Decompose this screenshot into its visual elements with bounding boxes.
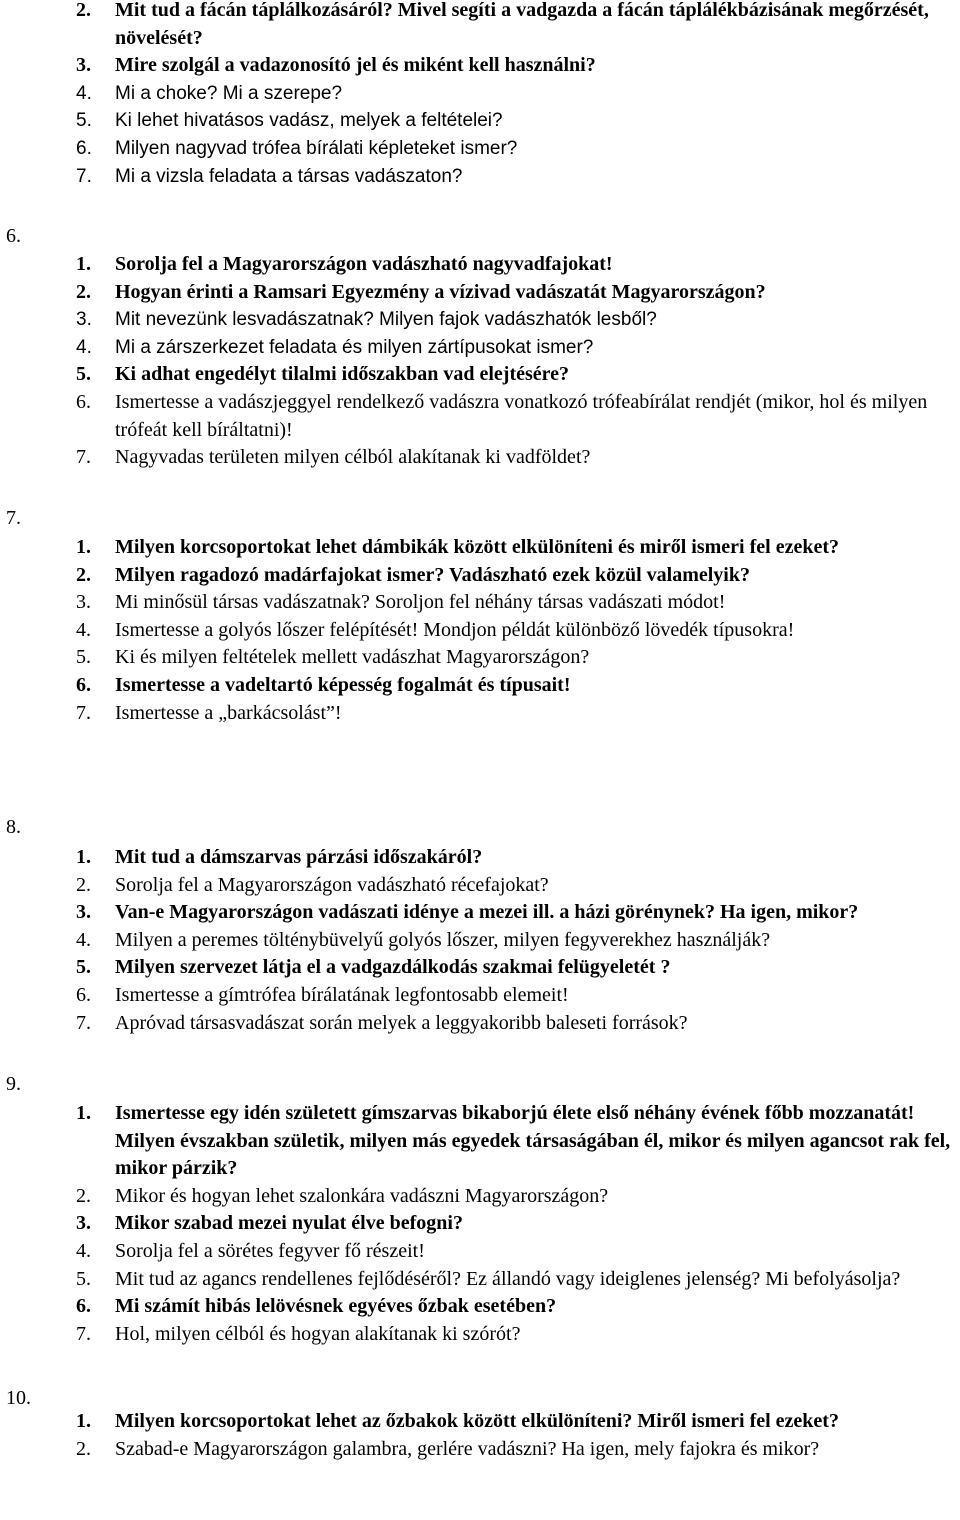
question-text: Apróvad társasvadászat során melyek a leggyakoribb baleseti források? <box>115 1011 688 1034</box>
question-text: Ismertesse egy idén született gímszarvas bikaborjú élete első néhány évének főbb mozzanatát! Milyen évszakban születik, milyen más egyedek társaságában él, mikor és milyen agancsot rak fel, mikor párzik? <box>115 1102 951 1180</box>
question-number: 6. <box>76 390 91 413</box>
question-number: 1. <box>76 1102 91 1124</box>
question-number: 3. <box>76 54 91 77</box>
question-number: 4. <box>76 336 92 358</box>
question-text: Hol, milyen célból és hogyan alakítanak ki szórót? <box>115 1322 521 1345</box>
question-number: 6. <box>76 983 91 1006</box>
section-number-7: 7. <box>6 507 21 529</box>
question-list-section-7 <box>0 534 960 727</box>
question-number: 2. <box>76 0 91 21</box>
question-text: Szabad-e Magyarországon galambra, gerlére vadászni? Ha igen, mely fajokra és mikor? <box>115 1437 820 1460</box>
question-text: Mi a choke? Mi a szerepe? <box>115 82 343 104</box>
question-item <box>0 1210 960 1238</box>
question-number: 6. <box>76 673 91 696</box>
question-list-section-5 <box>0 0 960 190</box>
question-text: Mikor és hogyan lehet szalonkára vadászni Magyarországon? <box>115 1184 609 1207</box>
question-item <box>0 872 960 900</box>
question-number: 2. <box>76 873 91 896</box>
question-number: 2. <box>76 1184 91 1207</box>
question-text: Milyen a peremes tölténybüvelyű golyós lőszer, milyen fegyverekhez használják? <box>115 928 771 951</box>
question-number: 4. <box>76 928 91 951</box>
question-item <box>0 844 960 872</box>
question-list-section-6 <box>0 251 960 472</box>
question-item <box>0 1408 960 1436</box>
question-number: 7. <box>76 446 91 469</box>
question-number: 2. <box>76 563 91 586</box>
question-text: Mi a zárszerkezet feladata és milyen zártípusokat ismer? <box>115 336 594 358</box>
question-text: Milyen korcsoportokat lehet az őzbakok között elkülöníteni? Miről ismeri fel ezeket? <box>115 1410 839 1432</box>
question-item <box>0 163 960 191</box>
question-item <box>0 700 960 728</box>
question-text: Mit tud a fácán táplálkozásáról? Mivel segíti a vadgazda a fácán táplálékbázisának megőrzését, növelését? <box>115 0 929 49</box>
question-item <box>0 1010 960 1038</box>
question-text: Mit tud a dámszarvas párzási időszakáról? <box>115 846 483 868</box>
question-item <box>0 927 960 955</box>
question-item <box>0 899 960 927</box>
question-number: 3. <box>76 901 91 924</box>
question-number: 5. <box>76 110 92 132</box>
question-text: Ismertesse a gímtrófea bírálatának legfontosabb elemeit! <box>115 983 569 1006</box>
question-number: 3. <box>76 309 92 331</box>
question-item <box>0 80 960 108</box>
question-text: Mit tud az agancs rendellenes fejlődéséről? Ez állandó vagy ideiglenes jelenség? Mi befolyásolja? <box>115 1267 901 1290</box>
section-number-10: 10. <box>6 1387 31 1409</box>
question-item <box>0 672 960 700</box>
question-number: 5. <box>76 646 91 669</box>
question-item <box>0 1238 960 1266</box>
question-number: 1. <box>76 253 91 275</box>
question-number: 4. <box>76 82 92 104</box>
question-item <box>0 1436 960 1464</box>
question-number: 5. <box>76 956 91 979</box>
question-text: Sorolja fel a Magyarországon vadászható nagyvadfajokat! <box>115 253 613 275</box>
question-text: Mit nevezünk lesvadászatnak? Milyen fajok vadászhatók lesből? <box>115 309 657 331</box>
question-item <box>0 617 960 645</box>
question-text: Milyen ragadozó madárfajokat ismer? Vadászható ezek közül valamelyik? <box>115 563 750 586</box>
question-number: 7. <box>76 701 91 724</box>
question-item <box>0 135 960 163</box>
question-item <box>0 1183 960 1211</box>
question-text: Ismertesse a „barkácsolást”! <box>115 701 342 724</box>
question-text: Hogyan érinti a Ramsari Egyezmény a vízivad vadászatát Magyarországon? <box>115 280 766 303</box>
question-text: Mire szolgál a vadazonosító jel és miként kell használni? <box>115 54 596 77</box>
question-item <box>0 361 960 389</box>
question-item <box>0 306 960 334</box>
question-text: Mi a vizsla feladata a társas vadászaton? <box>115 165 463 187</box>
question-item <box>0 0 960 52</box>
question-item <box>0 389 960 444</box>
question-list-section-9 <box>0 1100 960 1348</box>
question-text: Ismertesse a vadászjeggyel rendelkező vadászra vonatkozó trófeabírálat rendjét (mikor, hol és milyen trófeát kell bíráltatni)! <box>115 390 928 441</box>
question-text: Milyen szervezet látja el a vadgazdálkodás szakmai felügyeletét ? <box>115 956 671 979</box>
question-number: 5. <box>76 1267 91 1290</box>
question-text: Ismertesse a golyós lőszer felépítését! Mondjon példát különböző lövedék típusokra! <box>115 618 795 641</box>
question-item <box>0 52 960 80</box>
question-item <box>0 251 960 279</box>
section-number-8: 8. <box>6 816 21 838</box>
question-number: 7. <box>76 1011 91 1034</box>
question-number: 3. <box>76 1212 91 1235</box>
question-number: 3. <box>76 591 91 614</box>
question-number: 5. <box>76 363 91 386</box>
question-number: 1. <box>76 1410 91 1432</box>
question-number: 2. <box>76 1437 91 1460</box>
question-number: 1. <box>76 846 91 868</box>
question-item <box>0 1266 960 1294</box>
question-item <box>0 644 960 672</box>
question-number: 6. <box>76 137 92 159</box>
question-item <box>0 1293 960 1321</box>
question-text: Sorolja fel a Magyarországon vadászható récefajokat? <box>115 873 549 896</box>
question-text: Ki adhat engedélyt tilalmi időszakban vad elejtésére? <box>115 363 570 386</box>
question-item <box>0 982 960 1010</box>
question-number: 2. <box>76 280 91 303</box>
question-item <box>0 562 960 590</box>
question-number: 1. <box>76 536 91 558</box>
section-number-6: 6. <box>6 225 21 247</box>
question-number: 4. <box>76 1239 91 1262</box>
question-number: 7. <box>76 1322 91 1345</box>
question-text: Milyen nagyvad trófea bírálati képleteket ismer? <box>115 137 518 159</box>
question-item <box>0 107 960 135</box>
question-item <box>0 279 960 307</box>
question-number: 4. <box>76 618 91 641</box>
section-number-9: 9. <box>6 1073 21 1095</box>
question-item <box>0 589 960 617</box>
question-text: Sorolja fel a sörétes fegyver fő részeit! <box>115 1239 425 1262</box>
question-text: Mi minősül társas vadászatnak? Soroljon fel néhány társas vadászati módot! <box>115 591 726 614</box>
question-text: Nagyvadas területen milyen célból alakítanak ki vadföldet? <box>115 446 591 469</box>
question-number: 6. <box>76 1295 91 1318</box>
question-text: Mikor szabad mezei nyulat élve befogni? <box>115 1212 463 1235</box>
question-text: Ki lehet hivatásos vadász, melyek a feltételei? <box>115 110 503 132</box>
question-list-section-8 <box>0 844 960 1037</box>
question-item <box>0 444 960 472</box>
question-text: Van-e Magyarországon vadászati idénye a mezei ill. a házi görénynek? Ha igen, mikor? <box>115 901 859 924</box>
question-item <box>0 1100 960 1183</box>
question-item <box>0 534 960 562</box>
question-number: 7. <box>76 165 92 187</box>
question-item <box>0 1321 960 1349</box>
question-text: Mi számít hibás lelövésnek egyéves őzbak esetében? <box>115 1295 557 1318</box>
question-item <box>0 954 960 982</box>
question-text: Milyen korcsoportokat lehet dámbikák között elkülöníteni és miről ismeri fel ezeket? <box>115 536 839 558</box>
question-item <box>0 334 960 362</box>
question-list-section-10 <box>0 1408 960 1463</box>
question-text: Ki és milyen feltételek mellett vadászhat Magyarországon? <box>115 646 590 669</box>
question-text: Ismertesse a vadeltartó képesség fogalmát és típusait! <box>115 673 571 696</box>
